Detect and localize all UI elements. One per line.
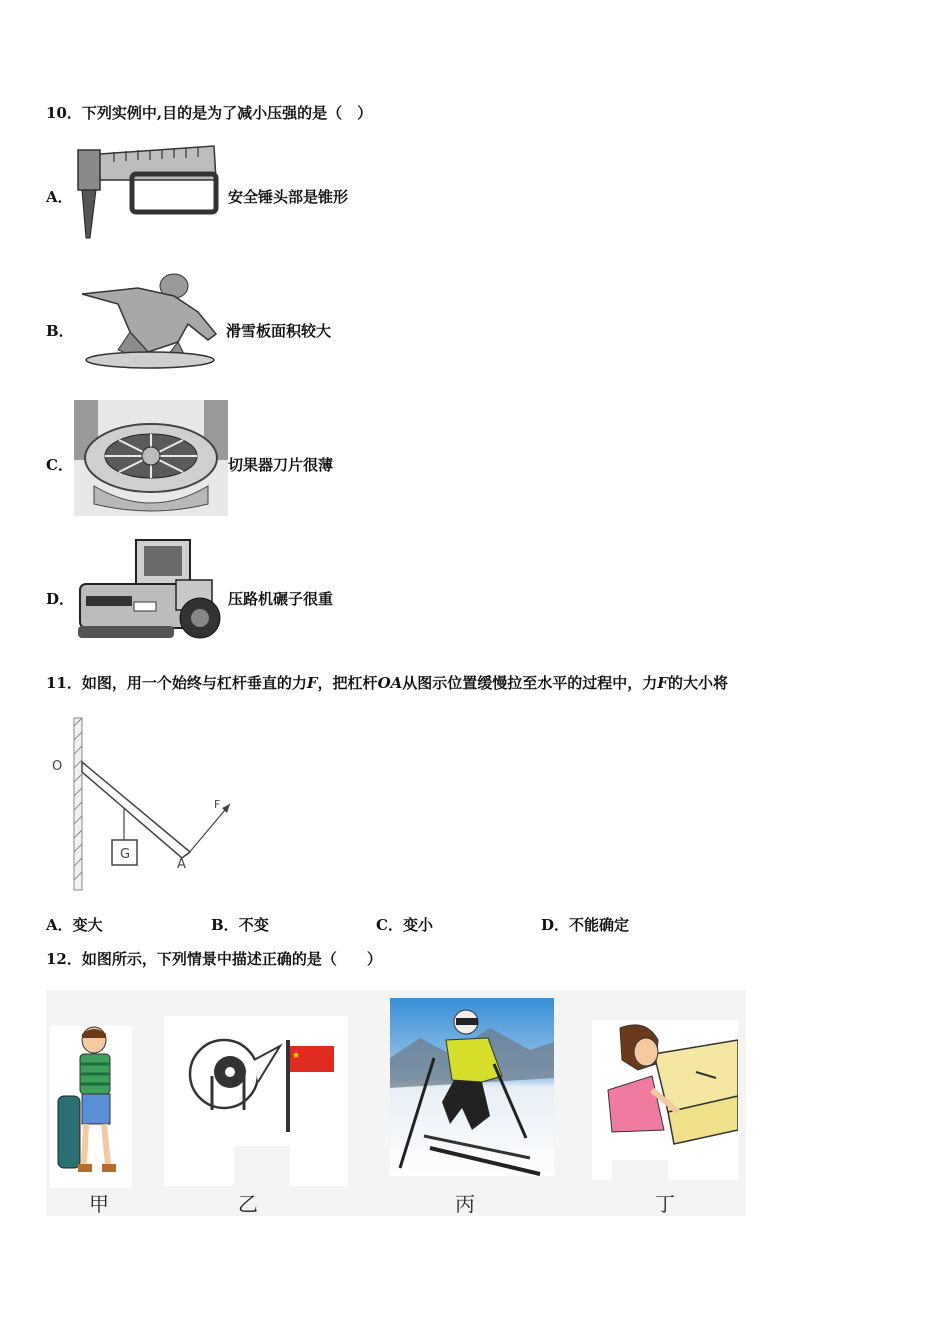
- q11-option-b-letter: B．: [211, 916, 239, 934]
- q11-stem-lever: OA: [377, 674, 403, 692]
- q10-option-d-text: 压路机碾子很重: [228, 590, 334, 608]
- q11-option-b-text: 不变: [238, 916, 269, 934]
- weight-label: G: [120, 847, 131, 862]
- q11-stem-part-3: 从图示位置缓慢拉至水平的过程中，力: [402, 674, 658, 692]
- end-label: A: [177, 857, 186, 872]
- flagpole-pulley-icon: [164, 1016, 348, 1186]
- q11-stem: [46, 672, 728, 693]
- q10-option-c-letter: C．: [46, 456, 73, 474]
- q11-option-a-text: 变大: [72, 916, 103, 934]
- q11-stem-force-1: F: [306, 674, 318, 692]
- q10-option-b-letter: B．: [46, 322, 74, 340]
- road-roller-icon: [76, 536, 228, 644]
- q11-stem-part-2: ，把杠杆: [317, 674, 378, 692]
- q11-option-d: [541, 914, 629, 935]
- snowboarder-icon: [78, 272, 223, 378]
- q11-option-b: [211, 914, 269, 935]
- q10-stem: 10．下列实例中,目的是为了减小压强的是（ ）: [46, 104, 373, 122]
- safety-hammer-icon: [74, 140, 224, 242]
- q11-option-c-letter: C．: [376, 916, 403, 934]
- lever-diagram: [46, 712, 246, 894]
- q12-stem: 12．如图所示，下列情景中描述正确的是（ ）: [46, 950, 382, 968]
- q11-stem-part-4: 的大小将: [667, 674, 728, 692]
- fruit-cutter-icon: [74, 400, 228, 516]
- skier-photo-icon: [390, 998, 554, 1176]
- q11-option-d-letter: D．: [541, 916, 570, 934]
- q11-stem-force-2: F: [657, 674, 668, 692]
- q11-option-a-letter: A．: [46, 916, 73, 934]
- q10-option-a-letter: A．: [46, 188, 73, 206]
- caption-bing: 丙: [455, 1192, 475, 1216]
- q11-option-c-text: 变小: [402, 916, 433, 934]
- caption-jia: 甲: [89, 1192, 109, 1216]
- caption-yi: 乙: [238, 1192, 258, 1216]
- boy-carrying-bag-icon: [50, 1026, 132, 1188]
- q11-option-c: [376, 914, 433, 935]
- q11-stem-part-1: 11．如图，用一个始终与杠杆垂直的力: [46, 674, 307, 692]
- girl-pushing-desk-icon: [592, 1020, 738, 1180]
- caption-ding: 丁: [655, 1192, 675, 1216]
- force-label: F: [214, 798, 221, 811]
- flag-star-icon: ★: [292, 1051, 301, 1061]
- q11-option-a: [46, 914, 103, 935]
- q10-option-c-text: 切果器刀片很薄: [228, 456, 334, 474]
- q10-option-d-letter: D．: [46, 590, 75, 608]
- q10-option-a-text: 安全锤头部是锥形: [228, 188, 349, 206]
- pivot-label: O: [52, 759, 63, 774]
- q11-option-d-text: 不能确定: [569, 916, 630, 934]
- q10-option-b-text: 滑雪板面积较大: [226, 322, 332, 340]
